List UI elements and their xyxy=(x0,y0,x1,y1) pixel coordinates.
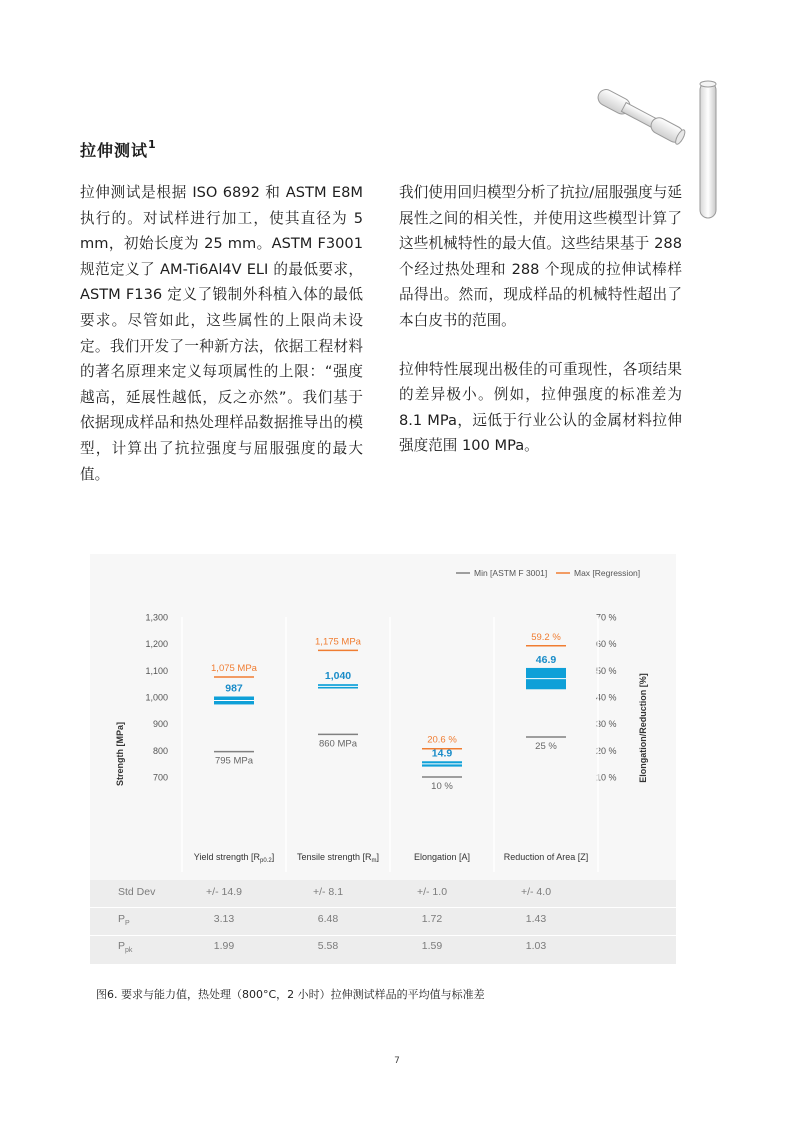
mean-label: 14.9 xyxy=(431,747,453,760)
stats-table xyxy=(90,880,676,964)
table-cell: +/- 8.1 xyxy=(312,886,344,898)
min-label: 860 MPa xyxy=(318,738,358,750)
y-tick-label: 10 % xyxy=(596,772,617,783)
paragraph: 拉伸测试是根据 ISO 6892 和 ASTM E8M 执行的。对试样进行加工，使其直径为 5 mm，初始长度为 25 mm。ASTM F3001 规范定义了 AM-Ti6Al4V ELI 的最低要求，ASTM F136 定义了锻制外科植入体的最低要求。尽管如此，这些属性的上限尚未设定。我们开发了一种新方法，依据工程材料的著名原理来定义每项属性的上限：“强度越高，延展性越低，反之亦然”。我们基于依据现成样品和热处理样品数据推导出的模型，计算出了抗拉强度与屈服强度的最大值。 xyxy=(80,184,363,483)
heading-title: 拉伸测试 xyxy=(80,141,149,160)
y-tick-label: 1,100 xyxy=(145,665,168,676)
range-chart xyxy=(90,554,676,880)
y-tick-label: 40 % xyxy=(596,692,617,703)
mean-label: 987 xyxy=(225,682,243,695)
table-cell: 6.48 xyxy=(317,913,339,925)
table-cell: 1.72 xyxy=(421,913,443,925)
table-divider xyxy=(90,907,676,908)
y-axis-right-title: Elongation/Reduction [%] xyxy=(638,673,648,783)
footnote-marker: 1 xyxy=(148,137,157,151)
table-cell: 1.43 xyxy=(525,913,547,925)
y-axis-left-title: Strength [MPa] xyxy=(115,722,125,786)
mean-label: 46.9 xyxy=(535,653,557,666)
min-label: 795 MPa xyxy=(214,755,254,767)
category-label: Reduction of Area [Z] xyxy=(503,852,589,862)
table-row-label: $P_{pk}$ xyxy=(118,940,133,955)
table-divider xyxy=(90,935,676,936)
legend-min-label: Min [ASTM F 3001] xyxy=(474,568,548,578)
y-tick-label: 30 % xyxy=(596,719,617,730)
table-cell: 3.13 xyxy=(213,913,235,925)
table-row-label: $P_P$ xyxy=(118,913,130,928)
max-label: 59.2 % xyxy=(531,631,561,643)
chart-legend xyxy=(456,568,640,578)
section-heading xyxy=(80,138,157,161)
y-tick-label: 20 % xyxy=(596,745,617,756)
y-tick-label: 900 xyxy=(152,719,168,730)
figure-caption: 图6. 要求与能力值，热处理（800°C，2 小时）拉伸测试样品的平均值与标准差 xyxy=(96,988,485,1001)
y-tick-label: 700 xyxy=(152,772,168,783)
y-axis-right-ticks xyxy=(596,613,617,783)
y-axis-left-ticks xyxy=(145,613,168,783)
table-row-label: Std Dev xyxy=(118,886,156,898)
table-cell: +/- 14.9 xyxy=(206,886,242,898)
body-text-left xyxy=(80,180,363,487)
y-tick-label: 800 xyxy=(152,745,168,756)
chart-panel xyxy=(90,554,676,880)
y-tick-label: 1,000 xyxy=(145,692,168,703)
table-cell: 1.99 xyxy=(213,940,235,952)
max-label: 1,075 MPa xyxy=(211,663,257,674)
table-cell: 1.03 xyxy=(525,940,547,952)
min-label: 10 % xyxy=(431,781,453,792)
paragraph: 我们使用回归模型分析了抗拉/屈服强度与延展性之间的相关性，并使用这些模型计算了这些机械特性的最大值。这些结果基于 288 个经过热处理和 288 个现成的拉伸试棒样品得出。然而，现成样品的机械特性超出了本白皮书的范围。 xyxy=(399,184,682,329)
max-label: 1,175 MPa xyxy=(315,636,361,648)
y-tick-label: 70 % xyxy=(596,612,617,623)
table-cell: +/- 1.0 xyxy=(416,886,448,898)
y-tick-label: 60 % xyxy=(596,639,617,650)
y-tick-label: 50 % xyxy=(596,665,617,676)
body-text-right xyxy=(399,180,682,459)
category-label: Yield strength $[R_{p0.2}]$ xyxy=(193,852,275,864)
mean-label: 1,040 xyxy=(324,670,352,683)
y-tick-label: 1,200 xyxy=(145,639,168,650)
y-tick-label: 1,300 xyxy=(145,612,168,623)
category-label: Tensile strength $[R_m]$ xyxy=(296,852,380,864)
paragraph: 拉伸特性展现出极佳的可重现性，各项结果的差异极小。例如，拉伸强度的标准差为 8.1 MPa，远低于行业公认的金属材料拉伸强度范围 100 MPa。 xyxy=(399,360,682,455)
min-label: 25 % xyxy=(535,741,557,752)
page-number: 7 xyxy=(394,1056,400,1066)
max-label: 20.6 % xyxy=(427,734,457,746)
category-label: Elongation [A] xyxy=(413,852,471,862)
table-cell: 1.59 xyxy=(421,940,443,952)
chart-marks xyxy=(211,632,566,792)
legend-max-label: Max [Regression] xyxy=(574,568,641,578)
table-cell: +/- 4.0 xyxy=(520,886,552,898)
table-cell: 5.58 xyxy=(317,940,339,952)
